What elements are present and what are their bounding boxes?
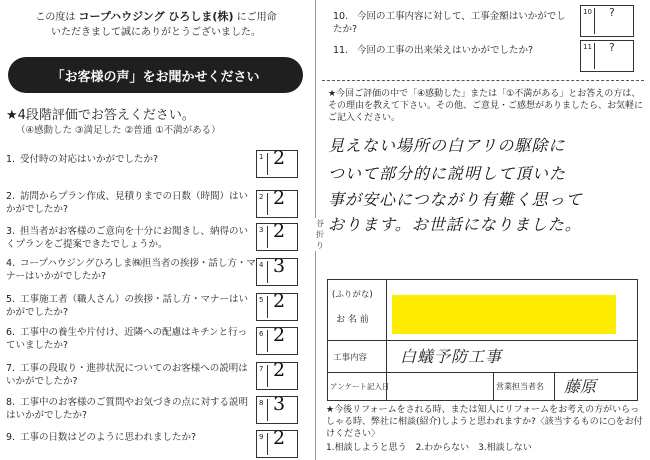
name-label: お 名 前: [336, 315, 369, 325]
header-line2: いただきまして誠にありがとうございました。: [51, 27, 261, 38]
bottom-question: [326, 404, 644, 454]
answer-box-10[interactable]: 10 ?: [580, 5, 634, 37]
answer-9: 2: [273, 427, 286, 449]
header-post: にご用命: [236, 12, 277, 23]
header: [6, 9, 306, 40]
answer-box-11[interactable]: 11 ?: [580, 40, 634, 72]
section-title: ★4段階評価でお答えください。: [6, 108, 195, 123]
question-4: 4. コープハウジングひろしま㈱担当者の挨拶・話し方・マナーはいかがでしたか?: [6, 258, 256, 282]
bottom-text: ★今後リフォームをされる時、または知人にリフォームをお考えの方がいらっしゃる時、弊社に相談(紹介)しようと思われますか?〈該当するものに○をお付けください〉: [326, 405, 643, 439]
question-10: 10. 今回の工事内容に対して、工事金額はいかがでしたか?: [333, 11, 566, 35]
question-11: 11. 今回の工事の出来栄えはいかがでしたか?: [333, 45, 534, 56]
answer-box-5[interactable]: 5 2: [256, 293, 298, 321]
answer-box-8[interactable]: 8 3: [256, 396, 298, 424]
question-3: 3. 担当者がお客様のご意向を十分にお聞きし、納得のいくプランをご提案できたでしょうか。: [6, 226, 249, 250]
answer-7: 2: [273, 359, 286, 381]
answer-11: ?: [609, 41, 615, 54]
furigana-label: (ふりがな): [332, 290, 373, 300]
answer-4: 3: [273, 255, 286, 277]
answer-6: 2: [273, 324, 286, 346]
question-9: 9. 工事の日数はどのように思われましたか?: [6, 432, 197, 443]
answer-2: 2: [273, 187, 286, 209]
rating-scale: （④感動した ③満足した ②普通 ①不満がある）: [16, 125, 221, 136]
staff-value: 藤原: [564, 377, 597, 396]
answer-8: 3: [273, 393, 286, 415]
comment-intro: ★今回ご評価の中で「④感動した」または「①不満がある」とお答えの方は、その理由を教えて下さい。その他、ご意見・ご感想がありましたら、お気軽にご記入ください。: [328, 89, 644, 123]
answer-5: 2: [273, 290, 286, 312]
work-label: 工事内容: [333, 353, 368, 363]
answer-1: 2: [273, 147, 286, 169]
redacted-name: [392, 295, 616, 334]
work-value: 白蟻予防工事: [400, 347, 503, 366]
answer-box-1[interactable]: 1 2: [256, 150, 298, 178]
staff-label: 営業担当者名: [496, 382, 544, 391]
answer-box-9[interactable]: 9 2: [256, 430, 298, 458]
question-5: 5. 工事施工者（職人さん）の挨拶・話し方・マナーはいかがでしたか?: [6, 294, 249, 318]
divider: [322, 80, 644, 81]
fold-label: 谷折り: [316, 219, 324, 250]
answer-box-7[interactable]: 7 2: [256, 362, 298, 390]
question-8: 8. 工事中のお客様のご質問やお気づきの点に対する説明はいかがでしたか?: [6, 397, 249, 421]
answer-box-4[interactable]: 4 3: [256, 258, 298, 286]
answer-3: 2: [273, 220, 286, 242]
comment-line-4: おります。お世話になりました。: [328, 215, 582, 234]
answer-box-2[interactable]: 2 2: [256, 190, 298, 218]
question-1: 1. 受付時の対応はいかがでしたか?: [6, 154, 159, 165]
question-6: 6. 工事中の養生や片付け、近隣への配慮はキチンと行っていましたか?: [6, 327, 248, 351]
date-label: アンケート記入日: [330, 382, 390, 391]
question-7: 7. 工事の段取り・進捗状況についてのお客様への説明はいかがでしたか?: [6, 363, 248, 387]
company-name: コープハウジング ひろしま(株): [78, 10, 234, 23]
answer-10: ?: [609, 6, 615, 19]
comment-line-3: 事が安心につながり有難く思って: [328, 190, 583, 209]
comment-line-2: ついて部分的に説明して頂いた: [328, 164, 567, 183]
comment-line-1: 見えない場所の白アリの駆除に: [328, 136, 566, 155]
title-banner: 「お客様の声」をお聞かせください: [8, 57, 303, 93]
question-2: 2. 訪問からプラン作成、見積りまでの日数（時間）はいかがでしたか?: [6, 191, 249, 215]
bottom-options: 1.相談しようと思う 2.わからない 3.相談しない: [326, 443, 532, 453]
answer-box-6[interactable]: 6 2: [256, 327, 298, 355]
header-pre: この度は: [35, 12, 76, 23]
answer-box-3[interactable]: 3 2: [256, 223, 298, 251]
